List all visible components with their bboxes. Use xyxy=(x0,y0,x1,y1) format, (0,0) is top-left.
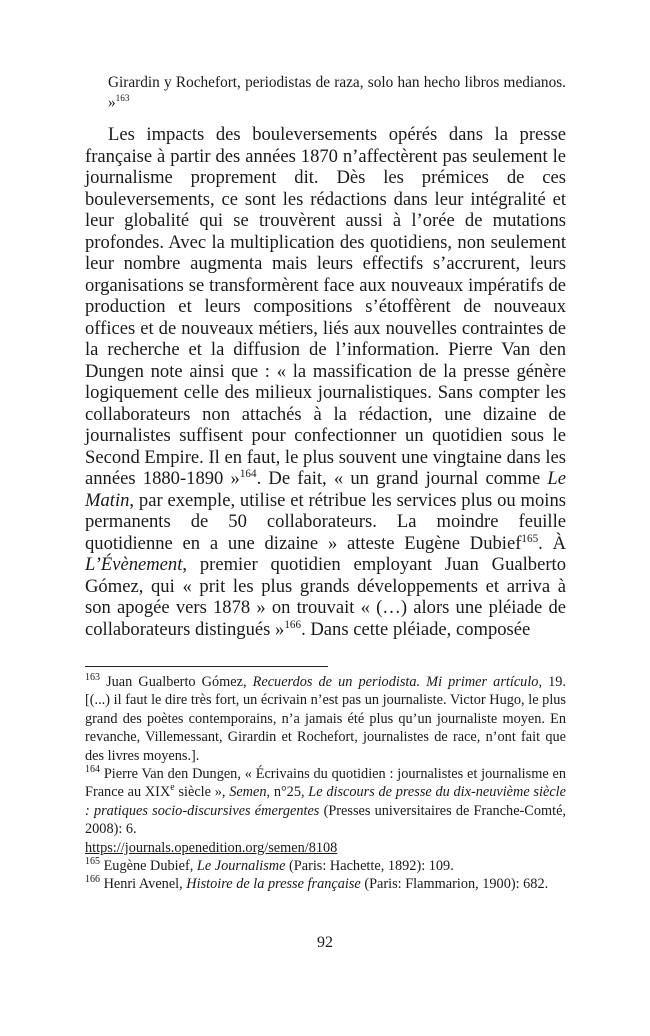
source-link[interactable]: https://journals.openedition.org/semen/8108 xyxy=(85,839,338,856)
footnote-number: 163 xyxy=(85,672,100,684)
footnotes-section xyxy=(85,673,566,894)
work-title: Le Journalisme xyxy=(196,858,286,875)
footnote-separator xyxy=(85,666,328,667)
paragraph-text: . De fait, « un grand journal comme xyxy=(256,468,548,489)
page-number: 92 xyxy=(317,934,333,951)
block-quote xyxy=(108,73,566,113)
footnote-number: 164 xyxy=(85,764,100,776)
paragraph-text: , par exemple, utilise et rétribue les services plus ou moins permanents de 50 collaborateurs. La moindre feuille quotidienne en a une dizaine » atteste Eugène Dubief xyxy=(85,489,566,554)
footnote-text: siècle », xyxy=(174,784,230,801)
footnote-text: Pierre Van den Dungen, « Écrivains du quotidien : journalistes et journalisme en France au XIX xyxy=(85,766,566,801)
century-suffix: e xyxy=(170,782,175,794)
footnote-ref-164[interactable]: 164 xyxy=(239,467,257,480)
body-paragraph xyxy=(85,124,566,640)
footnote-text: Eugène Dubief, xyxy=(100,858,197,875)
work-title: Histoire de la presse française xyxy=(186,876,361,893)
footnote-ref-163[interactable]: 163 xyxy=(115,92,130,103)
footnote-166 xyxy=(85,875,566,893)
footnote-text: (Presses universitaires de Franche-Comté, 2008): 6. xyxy=(85,802,567,838)
footnote-number: 166 xyxy=(85,874,100,886)
footnote-164 xyxy=(85,765,566,857)
footnote-text: Juan Gualberto Gómez, xyxy=(100,674,253,690)
footnote-ref-165[interactable]: 165 xyxy=(521,532,539,545)
footnote-text: , n°25, xyxy=(266,784,309,801)
newspaper-title: L’Évènement xyxy=(85,554,183,575)
paragraph-text: . Dans cette pléiade, composée xyxy=(301,618,531,640)
footnote-number: 165 xyxy=(85,856,100,868)
footnote-text: , 19. [(...) il faut le dire très fort, un écrivain n’est pas un journaliste. Victor Hugo, le plus grand des poètes contemporains, n’a jamais été plus qu’un journaliste moyen. En revanche, Villemessant, Girardin et Rochefort, journalistes de race, n’ont fait que des livres moyens.]. xyxy=(85,674,566,764)
quote-text: Girardin y Rochefort, periodistas de raza, solo han hecho libros medianos. » xyxy=(108,74,566,111)
newspaper-title: Le Matin xyxy=(85,468,566,511)
footnote-text: (Paris: Flammarion, 1900): 682. xyxy=(360,876,549,893)
footnote-ref-166[interactable]: 166 xyxy=(284,618,302,631)
footnote-text: (Paris: Hachette, 1892): 109. xyxy=(285,858,454,875)
paragraph-text: Les impacts des bouleversements opérés dans la presse française à partir des années 1870 n’affectèrent pas seulement le journalisme proprement dit. Dès les prémices de ces bouleversements, ce sont les rédactions dans leur intégralité et leur globalité qui se trouvèrent aussi à l’orée de mutations profondes. Avec la multiplication des quotidiens, non seulement leur nombre augmenta mais leurs effectifs s’accrurent, leurs organisations se transformèrent face aux nouveaux impératifs de production et leurs compositions s’étoffèrent de nouveaux offices et de nouveaux métiers, liés aux nouvelles contraintes de la recherche et la diffusion de l’information. Pierre Van den Dungen note ainsi que : « la massification de la presse génère logiquement celle des milieux journalistiques. Sans compter les collaborateurs non attachés à la rédaction, une dizaine de journalistes suffisent pour confectionner un quotidien sous le Second Empire. Il en faut, le plus souvent une vingtaine dans les années 1880-1890 » xyxy=(85,124,566,489)
footnote-text: Henri Avenel, xyxy=(100,876,187,893)
work-title: Recuerdos de un periodista. Mi primer artículo xyxy=(252,674,539,690)
paragraph-text: , premier quotidien employant Juan Gualberto Gómez, qui « prit les plus grands développements et arriva à son apogée vers 1878 » on trouvait « (…) alors une pléiade de collaborateurs distingués » xyxy=(85,554,566,640)
paragraph-text: . À xyxy=(538,532,566,554)
work-title: Le discours de presse du dix-neuvième siècle : pratiques socio-discursives émergentes xyxy=(85,784,566,819)
footnote-163 xyxy=(85,673,566,765)
journal-title: Semen xyxy=(229,784,267,801)
footnote-165 xyxy=(85,857,566,875)
